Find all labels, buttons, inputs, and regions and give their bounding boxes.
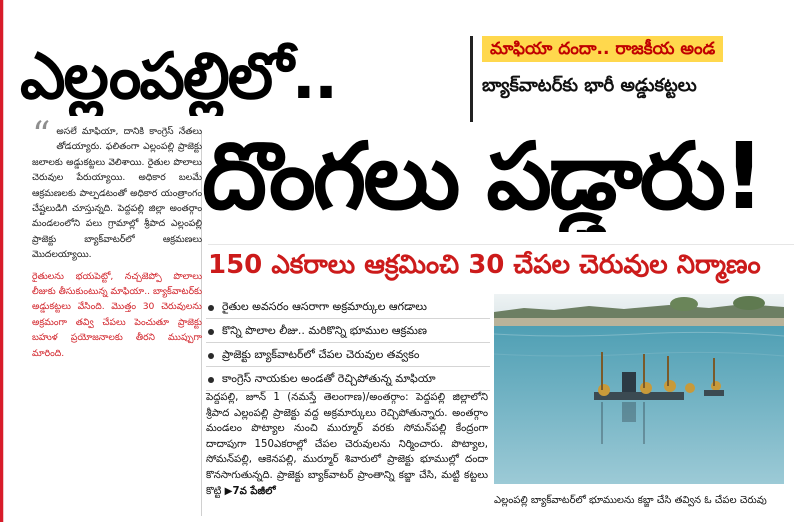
bullet-dot-icon (208, 377, 214, 383)
continued-label: 7వ పేజీలో (232, 485, 276, 497)
kicker-label: మాఫియా దందా.. రాజకీయ అండ (482, 36, 723, 62)
article-body (206, 390, 488, 516)
bullet-item (206, 322, 490, 343)
bullet-text: రైతుల అవసరం ఆసరాగా అక్రమార్కుల ఆగడాలు (222, 300, 427, 313)
bullet-text: ప్రాజెక్టు బ్యాక్‌వాటర్‌లో చేపల చెరువుల తవ్వకం (222, 348, 420, 361)
kicker (470, 36, 790, 98)
kicker-rule (470, 36, 473, 122)
quote-paragraph-2: రైతులను భయపెట్టో, నచ్చజెప్పో పొలాలు లీజుకు తీసుకుంటున్న మాఫియా.. బ్యాక్‌వాటర్‌కు అడ్డుకట్టలు వేసింది. మొత్తం 30 చెరువులను అక్రమంగా తవ్వి చేపలు పెంచుతూ ప్రాజెక్టు బహుళ ప్రయోజనాలకు తీరని ముప్పుగా మారింది. (32, 270, 202, 359)
news-photo (494, 294, 784, 484)
continued-link[interactable] (225, 486, 276, 497)
quote-icon: “ (32, 115, 51, 156)
bullet-dot-icon (208, 329, 214, 335)
quote-paragraph-1: అసలే మాఫియా, దానికి కాంగ్రెస్ నేతలు తోడయ్యారు. ఫలితంగా ఎల్లంపల్లి ప్రాజెక్టు జలాలకు అడ్డుకట్టలు వెలిశాయి. రైతుల పొలాలు చెరువుల పేరుయ్యాయి. అధికార బలమే ఆక్రమణలకు పాల్పడటంతో అధికార యంత్రాంగం చేష్టలుడిగి చూస్తున్నది. పెద్దపల్లి జిల్లా అంతర్గాం మండలంలోని పలు గ్రామాల్లో శ్రీపాద ఎల్లంపల్లి ప్రాజెక్టు బ్యాక్‌వాటర్‌లో ఆక్రమణలు మొదలయ్యాయి. (32, 126, 202, 261)
kicker-subline: బ్యాక్‌వాటర్‌కు భారీ అడ్డుకట్టలు (482, 75, 697, 96)
headline-main: దొంగలు పడ్డారు! (202, 123, 762, 230)
bullet-dot-icon (208, 353, 214, 359)
bullet-item (206, 370, 490, 391)
bullet-list (206, 298, 490, 394)
bullet-dot-icon (208, 305, 214, 311)
fish-pond-photo (494, 294, 784, 484)
continue-arrow-icon: ▶ (224, 485, 233, 497)
pull-quote-column (32, 115, 202, 514)
headline-top: ఎల్లంపల్లిలో.. (20, 40, 337, 114)
bullet-item (206, 346, 490, 367)
bullet-text: కాంగ్రెస్ నాయకుల అండతో రెచ్చిపోతున్న మాఫియా (222, 372, 436, 385)
bullet-item (206, 298, 490, 319)
bullet-text: కొన్ని పొలాల లీజు.. మరికొన్ని భూముల ఆక్రమణ (222, 324, 427, 337)
article-body-text: పెద్దపల్లి, జూన్ 1 (నమస్తే తెలంగాణ)/అంతర్గాం: పెద్దపల్లి జిల్లాలోని శ్రీపాద ఎల్లంపల్లి ప్రాజెక్టు వద్ద అక్రమార్కులు రెచ్చిపోతున్నారు. అంతర్గాం మండలం పొట్యాల నుంచి ముర్మూర్ వరకు సోమన్‌పల్లి కేంద్రంగా దాదాపుగా 150ఎకరాల్లో చేపల చెరువులను నిర్మించారు. పొట్యాల, సోమన్‌పల్లి, ఆకెనపల్లి, ముర్మూర్ శివారులో ప్రాజెక్టు భూముల్లో దందా కొనసాగుతున్నది. ప్రాజెక్టు బ్యాక్‌వాటర్ ప్రాంతాన్ని కబ్జా చేసి, మట్టి కట్టలు కొట్టి (206, 392, 488, 497)
subheadline: 150 ఎకరాలు ఆక్రమించి 30 చేపల చెరువుల నిర్మాణం (208, 244, 794, 284)
page-edge-bar-light (3, 0, 4, 522)
photo-caption: ఎల్లంపల్లి బ్యాక్‌వాటర్‌లో భూములను కబ్జా చేసి తవ్విన ఓ చేపల చెరువు (494, 495, 767, 506)
